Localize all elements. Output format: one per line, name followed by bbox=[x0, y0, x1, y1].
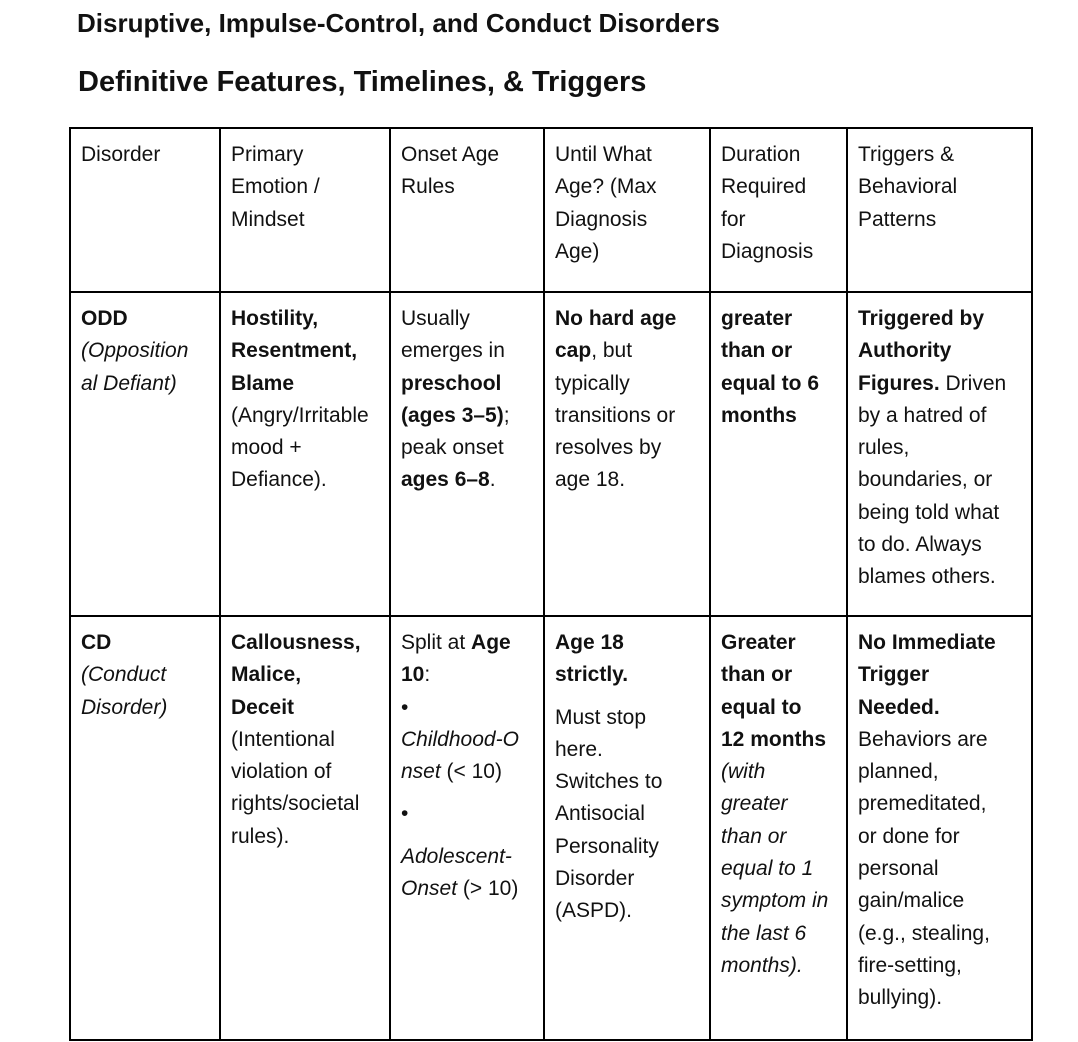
document-subtitle: Definitive Features, Timelines, & Triggers bbox=[78, 66, 647, 98]
bullet-adolescent: • bbox=[401, 802, 409, 826]
odd-duration-cell: greater than or equal to 6 months bbox=[710, 292, 847, 616]
header-max-age: Until What Age? (Max Diagnosis Age) bbox=[544, 128, 710, 292]
cd-max-age-cell: Age 18 strictly. Must stop here. Switches to Antisocial Personality Disorder (ASPD). bbox=[544, 616, 710, 1040]
bullet-childhood: • bbox=[401, 695, 409, 719]
cd-disorder-cell: CD (Conduct Disorder) bbox=[70, 616, 220, 1040]
header-triggers: Triggers & Behavioral Patterns bbox=[847, 128, 1032, 292]
odd-max-age-cell: No hard age cap, but typically transitions or resolves by age 18. bbox=[544, 292, 710, 616]
cd-onset-cell: Split at Age 10: • Childhood-O nset (< 10) • Adolescent- Onset (> 10) bbox=[390, 616, 544, 1040]
table-row-cd bbox=[70, 616, 1032, 1040]
odd-onset-cell: Usually emerges in preschool (ages 3–5); peak onset ages 6–8. bbox=[390, 292, 544, 616]
header-onset: Onset Age Rules bbox=[390, 128, 544, 292]
header-emotion: Primary Emotion / Mindset bbox=[220, 128, 390, 292]
cd-emotion-cell: Callousness, Malice, Deceit (Intentional violation of rights/societal rules). bbox=[220, 616, 390, 1040]
header-disorder: Disorder bbox=[70, 128, 220, 292]
odd-triggers-cell: Triggered by Authority Figures. Driven by a hatred of rules, boundaries, or being told what to do. Always blames others. bbox=[847, 292, 1032, 616]
disorders-table bbox=[69, 127, 1033, 1041]
header-duration: Duration Required for Diagnosis bbox=[710, 128, 847, 292]
document-title: Disruptive, Impulse-Control, and Conduct Disorders bbox=[77, 8, 720, 38]
cd-duration-cell: Greater than or equal to 12 months (with greater than or equal to 1 symptom in the last 6 months). bbox=[710, 616, 847, 1040]
odd-emotion-cell: Hostility, Resentment, Blame (Angry/Irritable mood + Defiance). bbox=[220, 292, 390, 616]
cd-triggers-cell: No Immediate Trigger Needed. Behaviors are planned, premeditated, or done for personal gain/malice (e.g., stealing, fire-setting, bullying). bbox=[847, 616, 1032, 1040]
table-header-row bbox=[70, 128, 1032, 292]
table-row-odd bbox=[70, 292, 1032, 616]
odd-disorder-cell: ODD (Opposition al Defiant) bbox=[70, 292, 220, 616]
